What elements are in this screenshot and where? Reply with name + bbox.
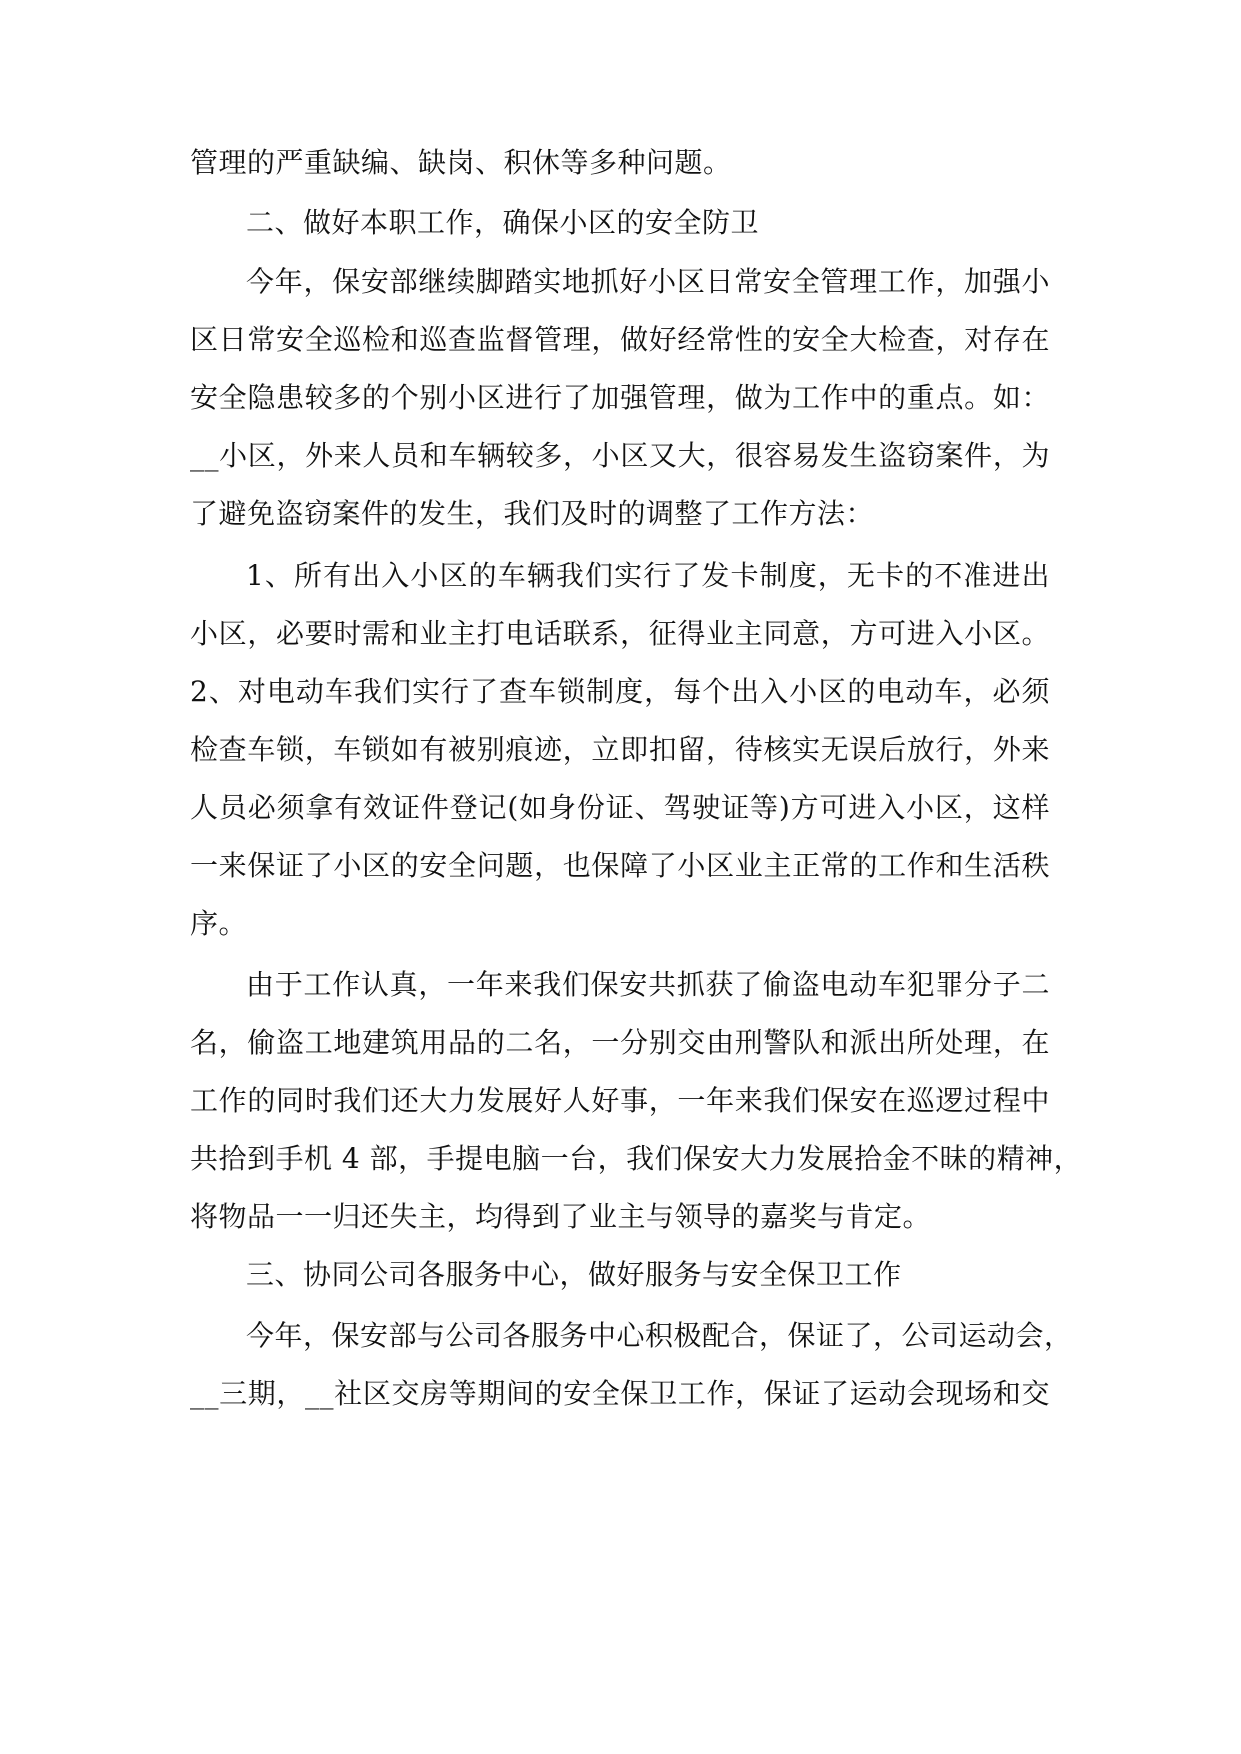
paragraph-line: 区日常安全巡检和巡查监督管理，做好经常性的安全大检查，对存在 xyxy=(190,323,1050,356)
paragraph-line: 管理的严重缺编、缺岗、积休等多种问题。 xyxy=(190,146,732,179)
paragraph-line: 小区，必要时需和业主打电话联系，征得业主同意，方可进入小区。 xyxy=(190,617,1050,650)
paragraph-line: 共拾到手机 4 部，手提电脑一台，我们保安大力发展拾金不昧的精神， xyxy=(190,1142,1083,1175)
list-item-1: 1、所有出入小区的车辆我们实行了发卡制度，无卡的不准进出 xyxy=(246,559,1050,592)
paragraph-line: 序。 xyxy=(190,907,248,940)
paragraph-line: __小区，外来人员和车辆较多，小区又大，很容易发生盗窃案件，为 xyxy=(190,439,1050,472)
paragraph-line: 今年，保安部与公司各服务中心积极配合，保证了，公司运动会， xyxy=(246,1319,1073,1352)
paragraph-line: 安全隐患较多的个别小区进行了加强管理，做为工作中的重点。如： xyxy=(190,381,1050,414)
paragraph-line: 由于工作认真，一年来我们保安共抓获了偷盗电动车犯罪分子二 xyxy=(246,968,1050,1001)
paragraph-line: 了避免盗窃案件的发生，我们及时的调整了工作方法： xyxy=(190,497,875,530)
section-heading-2: 二、做好本职工作，确保小区的安全防卫 xyxy=(246,206,760,239)
paragraph-line: 名，偷盗工地建筑用品的二名，一分别交由刑警队和派出所处理，在 xyxy=(190,1026,1050,1059)
paragraph-line: 一来保证了小区的安全问题，也保障了小区业主正常的工作和生活秩 xyxy=(190,849,1050,882)
list-item-2: 2、对电动车我们实行了查车锁制度，每个出入小区的电动车，必须 xyxy=(190,675,1050,708)
paragraph-line: 工作的同时我们还大力发展好人好事，一年来我们保安在巡逻过程中 xyxy=(190,1084,1050,1117)
paragraph-line: __三期，__社区交房等期间的安全保卫工作，保证了运动会现场和交 xyxy=(190,1377,1050,1410)
paragraph-line: 将物品一一归还失主，均得到了业主与领导的嘉奖与肯定。 xyxy=(190,1200,932,1233)
section-heading-3: 三、协同公司各服务中心，做好服务与安全保卫工作 xyxy=(246,1258,902,1291)
paragraph-line: 今年，保安部继续脚踏实地抓好小区日常安全管理工作，加强小 xyxy=(246,265,1050,298)
paragraph-line: 人员必须拿有效证件登记(如身份证、驾驶证等)方可进入小区，这样 xyxy=(190,791,1050,824)
paragraph-line: 检查车锁，车锁如有被别痕迹，立即扣留，待核实无误后放行，外来 xyxy=(190,733,1050,766)
